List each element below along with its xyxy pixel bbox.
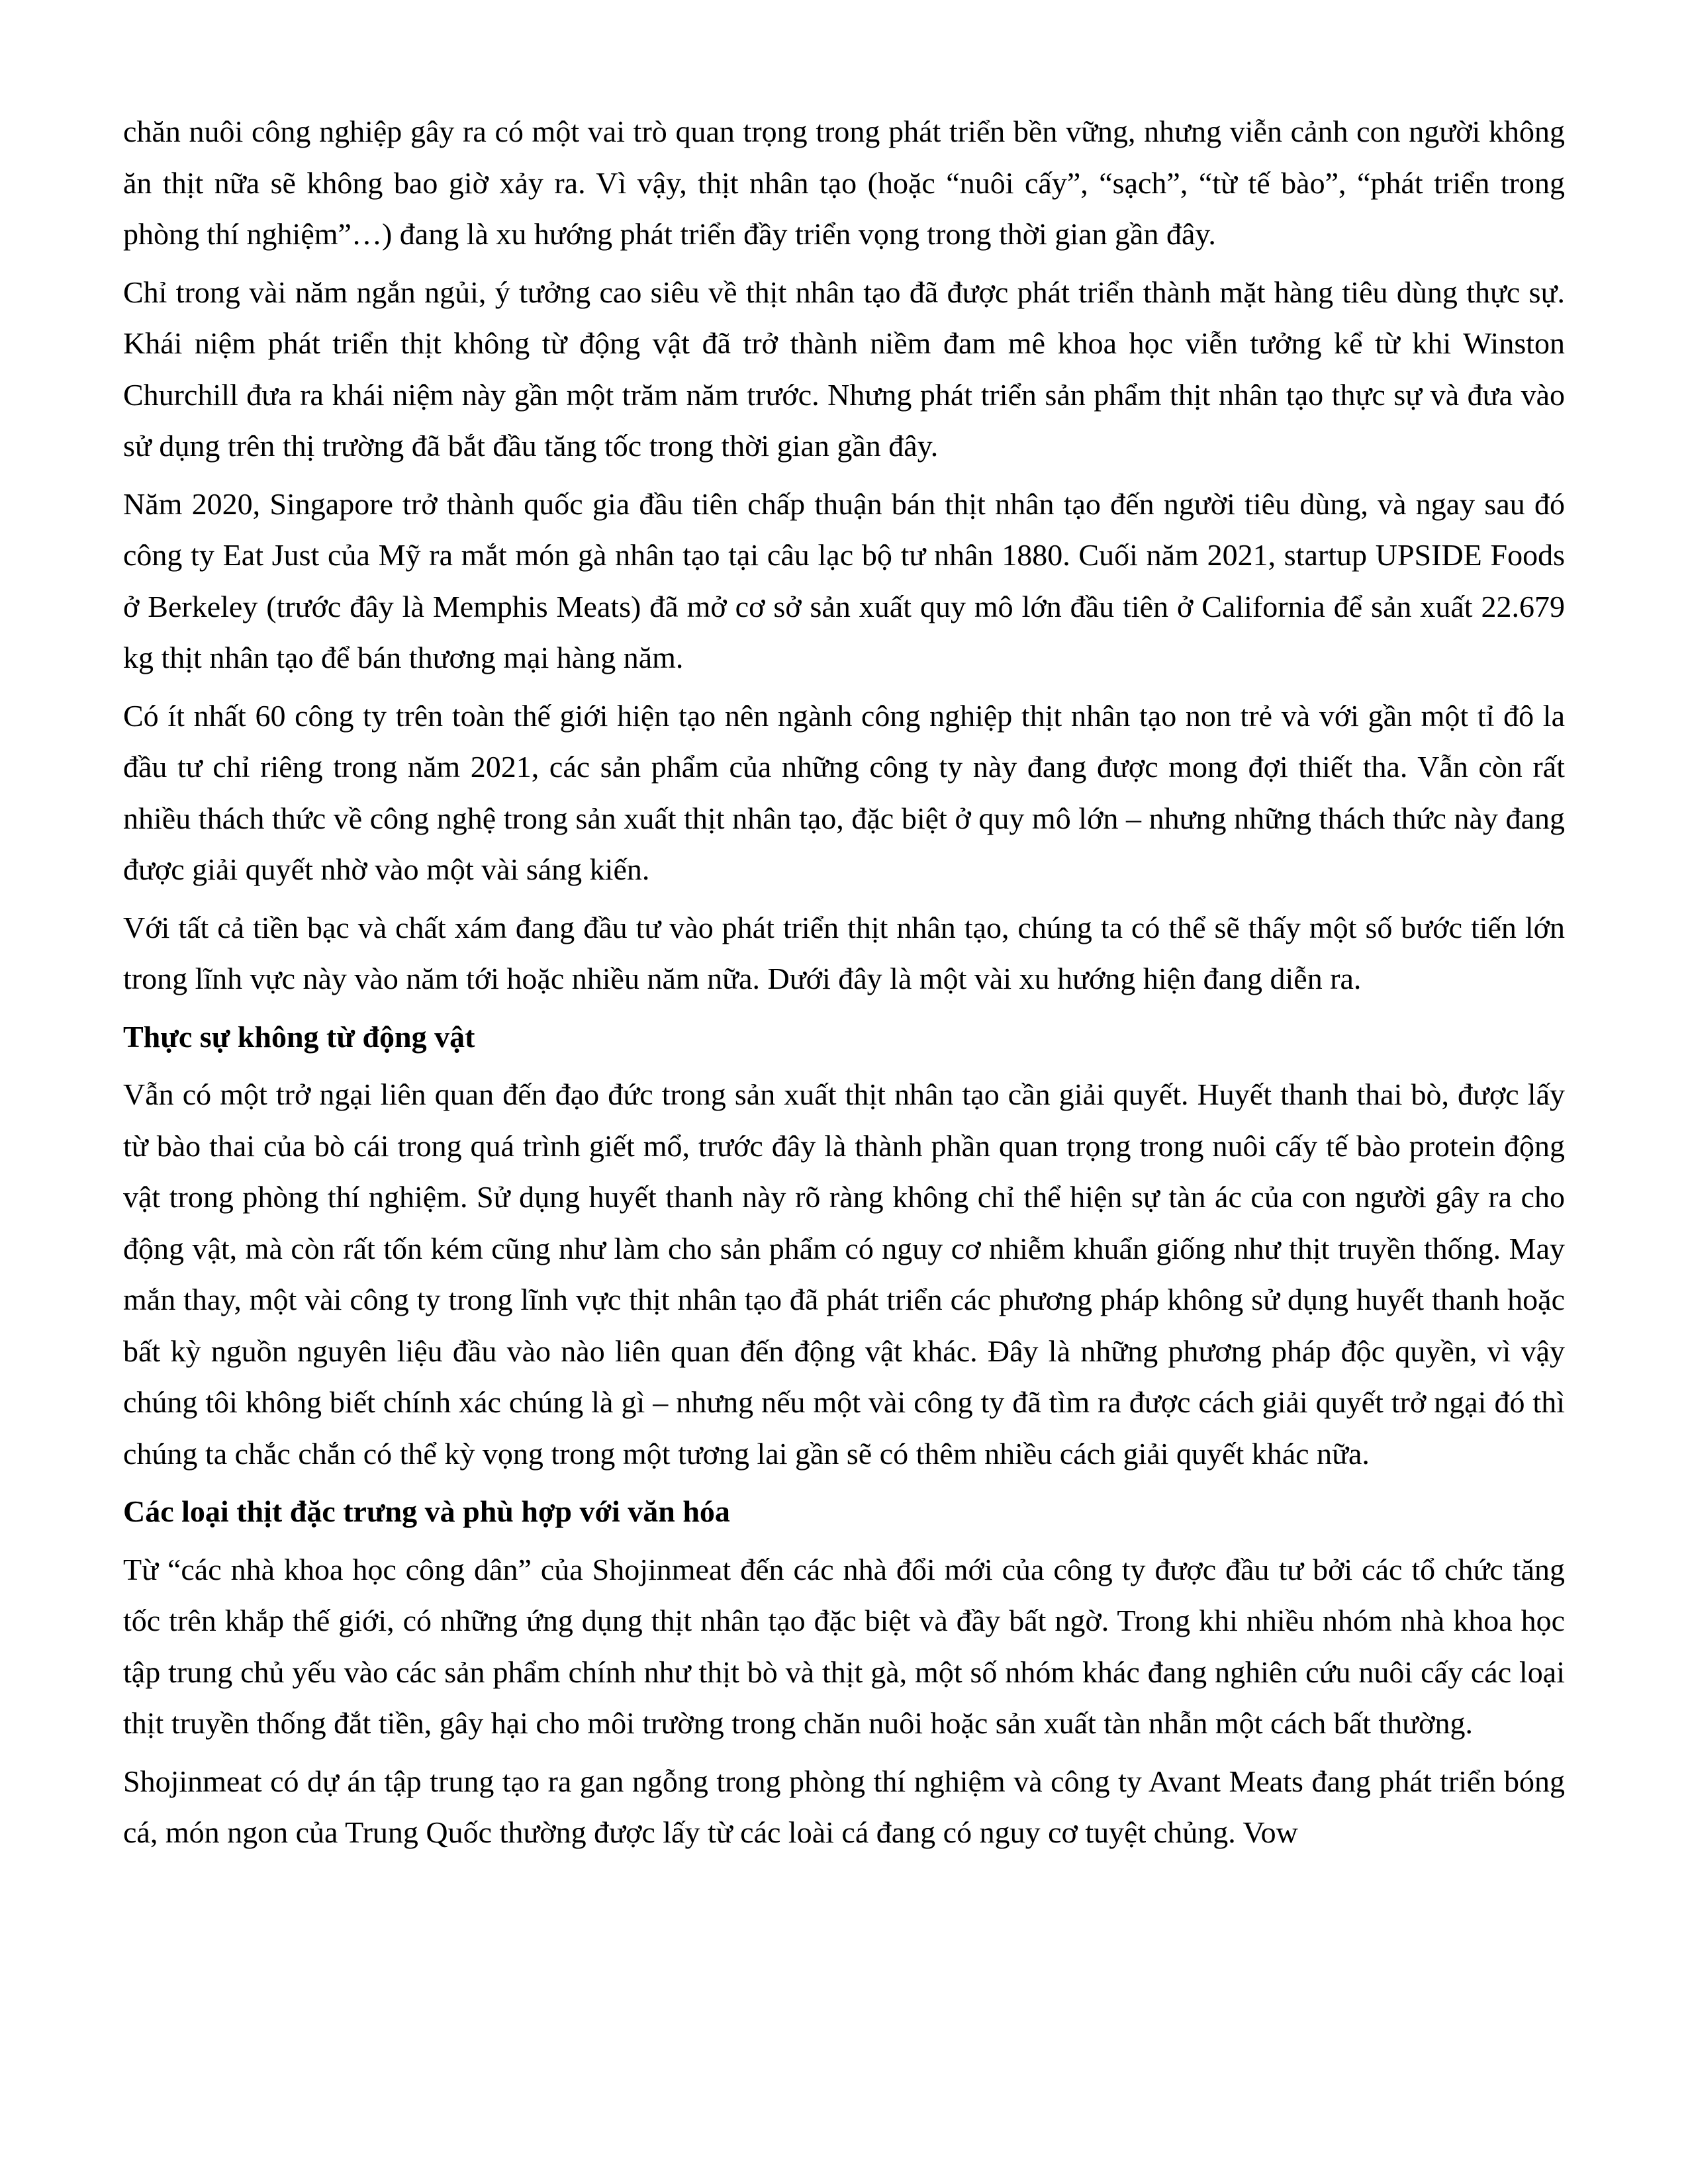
paragraph-animal-free: Vẫn có một trở ngại liên quan đến đạo đức trong sản xuất thịt nhân tạo cần giải quyết. Huyết thanh thai bò, được lấy từ bào thai của bò cái trong quá trình giết mổ, trước đây là thành phần quan trọng trong nuôi cấy tế bào protein động vật trong phòng thí nghiệm. Sử dụng huyết thanh này rõ ràng không chỉ thể hiện sự tàn ác của con người gây ra cho động vật, mà còn rất tốn kém cũng như làm cho sản phẩm có nguy cơ nhiễm khuẩn giống như thịt truyền thống. May mắn thay, một vài công ty trong lĩnh vực thịt nhân tạo đã phát triển các phương pháp không sử dụng huyết thanh hoặc bất kỳ nguồn nguyên liệu đầu vào nào liên quan đến động vật khác. Đây là những phương pháp độc quyền, vì vậy chúng tôi không biết chính xác chúng là gì – nhưng nếu một vài công ty đã tìm ra được cách giải quyết trở ngại đó thì chúng ta chắc chắn có thể kỳ vọng trong một tương lai gần sẽ có thêm nhiều cách giải quyết khác nữa. <box>123 1077 1565 1471</box>
paragraph-history: Chỉ trong vài năm ngắn ngủi, ý tưởng cao siêu về thịt nhân tạo đã được phát triển thành mặt hàng tiêu dùng thực sự. Khái niệm phát triển thịt không từ động vật đã trở thành niềm đam mê khoa học viễn tưởng kể từ khi Winston Churchill đưa ra khái niệm này gần một trăm năm trước. Nhưng phát triển sản phẩm thịt nhân tạo thực sự và đưa vào sử dụng trên thị trường đã bắt đầu tăng tốc trong thời gian gần đây. <box>123 275 1565 463</box>
paragraph-industry-investment: Có ít nhất 60 công ty trên toàn thế giới hiện tạo nên ngành công nghiệp thịt nhân tạo non trẻ và với gần một tỉ đô la đầu tư chỉ riêng trong năm 2021, các sản phẩm của những công ty này đang được mong đợi thiết tha. Vẫn còn rất nhiều thách thức về công nghệ trong sản xuất thịt nhân tạo, đặc biệt ở quy mô lớn – nhưng những thách thức này đang được giải quyết nhờ vào một vài sáng kiến. <box>123 698 1565 886</box>
paragraph-cultural-meats: Từ “các nhà khoa học công dân” của Shojinmeat đến các nhà đổi mới của công ty được đầu tư bởi các tổ chức tăng tốc trên khắp thế giới, có những ứng dụng thịt nhân tạo đặc biệt và đầy bất ngờ. Trong khi nhiều nhóm nhà khoa học tập trung chủ yếu vào các sản phẩm chính như thịt bò và thịt gà, một số nhóm khác đang nghiên cứu nuôi cấy các loại thịt truyền thống đắt tiền, gây hại cho môi trường trong chăn nuôi hoặc sản xuất tàn nhẫn một cách bất thường. <box>123 1552 1565 1740</box>
paragraph-shojinmeat: Shojinmeat có dự án tập trung tạo ra gan ngỗng trong phòng thí nghiệm và công ty Avant Meats đang phát triển bóng cá, món ngon của Trung Quốc thường được lấy từ các loài cá đang có nguy cơ tuyệt chủng. Vow <box>123 1764 1565 1849</box>
paragraph-singapore-approval: Năm 2020, Singapore trở thành quốc gia đầu tiên chấp thuận bán thịt nhân tạo đến người tiêu dùng, và ngay sau đó công ty Eat Just của Mỹ ra mắt món gà nhân tạo tại câu lạc bộ tư nhân 1880. Cuối năm 2021, startup UPSIDE Foods ở Berkeley (trước đây là Memphis Meats) đã mở cơ sở sản xuất quy mô lớn đầu tiên ở California để sản xuất 22.679 kg thịt nhân tạo để bán thương mại hàng năm. <box>123 486 1565 674</box>
paragraph-trends-intro: Với tất cả tiền bạc và chất xám đang đầu tư vào phát triển thịt nhân tạo, chúng ta có thể sẽ thấy một số bước tiến lớn trong lĩnh vực này vào năm tới hoặc nhiều năm nữa. Dưới đây là một vài xu hướng hiện đang diễn ra. <box>123 910 1565 995</box>
section-heading-animal-free: Thực sự không từ động vật <box>123 1019 475 1054</box>
section-heading-cultural-meats: Các loại thịt đặc trưng và phù hợp với văn hóa <box>123 1494 730 1528</box>
paragraph-intro-continued: chăn nuôi công nghiệp gây ra có một vai trò quan trọng trong phát triển bền vững, nhưng viễn cảnh con người không ăn thịt nữa sẽ không bao giờ xảy ra. Vì vậy, thịt nhân tạo (hoặc “nuôi cấy”, “sạch”, “từ tế bào”, “phát triển trong phòng thí nghiệm”…) đang là xu hướng phát triển đầy triển vọng trong thời gian gần đây. <box>123 114 1565 251</box>
document-page <box>123 106 1565 1865</box>
